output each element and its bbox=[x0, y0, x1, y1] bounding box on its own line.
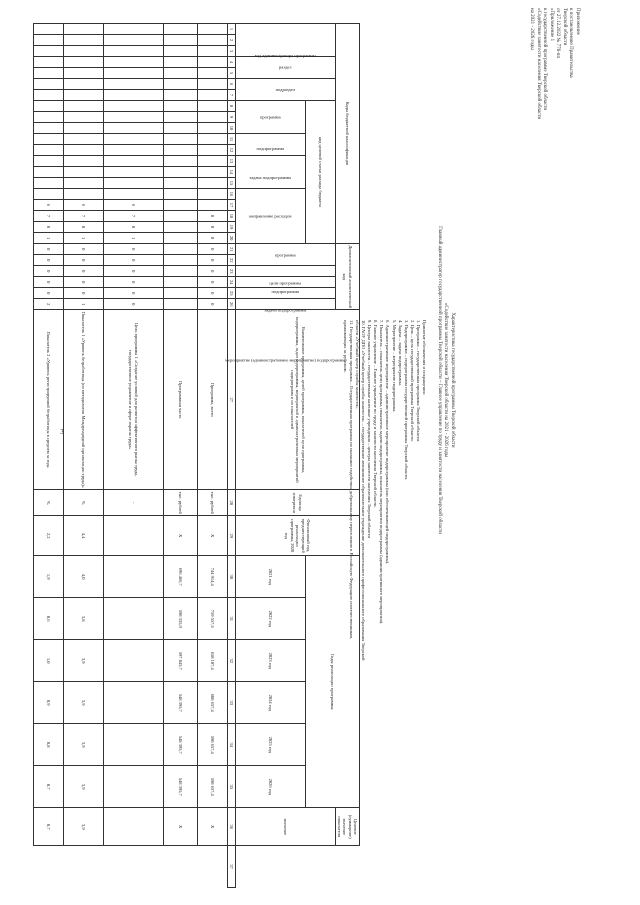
code-cell bbox=[64, 167, 104, 178]
header-year: 2021 год bbox=[236, 556, 306, 598]
header-podrazdel bbox=[236, 79, 336, 101]
code-cell bbox=[164, 123, 198, 134]
row-year-value: 1,9 bbox=[34, 556, 64, 598]
code-cell bbox=[34, 178, 64, 189]
title-line: «Содействие занятости населения Тверской области на 2021 - 2026 годы bbox=[443, 302, 449, 458]
code-cell: 0 bbox=[104, 222, 164, 233]
row-name: Программа, всего bbox=[198, 310, 228, 490]
code-cell bbox=[198, 156, 228, 167]
code-cell bbox=[164, 255, 198, 266]
code-cell bbox=[64, 145, 104, 156]
code-cell: 0 bbox=[198, 211, 228, 222]
code-cell: 6 bbox=[34, 200, 64, 211]
code-cell bbox=[198, 189, 228, 200]
code-cell bbox=[164, 189, 198, 200]
code-cell bbox=[34, 57, 64, 68]
table-row bbox=[34, 24, 64, 888]
column-number: 8 bbox=[228, 101, 236, 112]
column-number: 18 bbox=[228, 211, 236, 222]
code-cell bbox=[164, 90, 198, 101]
code-cell: 0 bbox=[104, 244, 164, 255]
document-title bbox=[436, 180, 456, 580]
note-line: Принятые обозначения и сокращения: bbox=[422, 320, 427, 395]
code-cell: 0 bbox=[34, 222, 64, 233]
code-cell: 0 bbox=[198, 299, 228, 310]
row-year-value: 0,8 bbox=[34, 724, 64, 766]
code-cell bbox=[64, 46, 104, 57]
header-razdel-text: раздел bbox=[279, 64, 292, 70]
row-name: Цель программы 1 «Создание условий для развития эффективного рынка труда, государственное управление в сфере охраны труда» bbox=[104, 310, 164, 490]
code-cell bbox=[104, 145, 164, 156]
code-cell bbox=[198, 68, 228, 79]
code-cell bbox=[198, 112, 228, 123]
code-cell bbox=[64, 68, 104, 79]
row-year-value: 3,9 bbox=[64, 724, 104, 766]
program-characteristics-table bbox=[33, 23, 360, 888]
code-cell bbox=[104, 90, 164, 101]
header-year: 2023 год bbox=[236, 640, 306, 682]
appendix-line: от 27.12.2022 № 776-пп bbox=[555, 8, 561, 59]
code-cell bbox=[164, 46, 198, 57]
row-unit: - bbox=[104, 490, 164, 516]
code-cell: 0 bbox=[64, 288, 104, 299]
code-cell: 0 bbox=[34, 266, 64, 277]
code-cell: 6 bbox=[64, 200, 104, 211]
code-cell: 0 bbox=[198, 244, 228, 255]
column-number-row bbox=[228, 24, 236, 888]
column-number: 10 bbox=[228, 123, 236, 134]
row-year-value: 548 395,7 bbox=[164, 766, 198, 808]
header-zadacha-text: задача подпрограммы bbox=[249, 175, 292, 181]
code-cell bbox=[164, 101, 198, 112]
code-cell bbox=[64, 35, 104, 46]
note-line: 2. Цель – цель государственной программы Тверской области. bbox=[409, 320, 415, 442]
header-year: 2026 год bbox=[236, 766, 306, 808]
header-year: 2024 год bbox=[236, 682, 306, 724]
note-line: 4. Задача – задача подпрограммы. bbox=[397, 320, 403, 386]
column-number: 33 bbox=[228, 682, 236, 724]
row-year-value: 598 335,9 bbox=[164, 598, 198, 640]
code-cell bbox=[34, 68, 64, 79]
column-number: 5 bbox=[228, 68, 236, 79]
code-cell bbox=[64, 189, 104, 200]
code-cell bbox=[164, 79, 198, 90]
code-cell bbox=[34, 101, 64, 112]
header-podprogramma-text: подпрограмма bbox=[256, 146, 285, 152]
note-line: 9. Центры занятости – государственные казенные учреждения – центры занятости населения Тверской области bbox=[367, 320, 373, 538]
column-number: 23 bbox=[228, 266, 236, 277]
row-name: Программная часть bbox=[164, 310, 198, 490]
row-target: X bbox=[164, 808, 198, 846]
code-cell bbox=[164, 233, 198, 244]
row-fin bbox=[104, 516, 164, 556]
column-number: 29 bbox=[228, 516, 236, 556]
header-an-meropriyatie-text: мероприятие (административное мероприятие) подпрограммы bbox=[225, 357, 346, 363]
code-cell bbox=[34, 46, 64, 57]
row-year-value: 4,0 bbox=[64, 556, 104, 598]
title-line: Характеристика государственной программы Тверской области bbox=[450, 312, 455, 448]
column-number: 12 bbox=[228, 145, 236, 156]
code-cell bbox=[164, 57, 198, 68]
code-cell bbox=[198, 134, 228, 145]
code-cell: 0 bbox=[104, 299, 164, 310]
code-cell: 0 bbox=[104, 288, 164, 299]
program-table-container bbox=[34, 23, 360, 888]
note-line: 10. ГАОУ ДПО «Учебный центр службы занятости» – государственное автономное образовательное учреждение дополнительного профессионального образования Тверской bbox=[361, 320, 367, 661]
code-cell bbox=[64, 134, 104, 145]
note-line: 1. Программа – государственная программа Тверской области. bbox=[415, 320, 421, 443]
note-line: 8. Главное управление – Главное управление по труду и занятости населения Тверской области. bbox=[373, 320, 379, 508]
header-target: Целевое (суммарное) значение показателя bbox=[336, 808, 360, 846]
code-cell bbox=[104, 35, 164, 46]
code-cell bbox=[64, 178, 104, 189]
column-number: 6 bbox=[228, 79, 236, 90]
code-cell: 0 bbox=[198, 222, 228, 233]
code-cell bbox=[64, 79, 104, 90]
table-row bbox=[198, 24, 228, 888]
header-napravlenie bbox=[236, 189, 306, 244]
code-cell bbox=[198, 24, 228, 35]
header-zadacha bbox=[236, 156, 306, 189]
column-number: 19 bbox=[228, 222, 236, 233]
table-row bbox=[104, 24, 164, 888]
header-budget-codes: Коды бюджетной классификации bbox=[336, 24, 360, 244]
code-cell bbox=[164, 288, 198, 299]
note-line: проживающих за рубежом. bbox=[342, 320, 348, 373]
code-cell: 0 bbox=[34, 244, 64, 255]
code-cell: 0 bbox=[64, 277, 104, 288]
code-cell bbox=[164, 178, 198, 189]
row-year-value bbox=[104, 556, 164, 598]
header-an-cel-text: цели программы bbox=[269, 280, 302, 286]
code-cell bbox=[34, 35, 64, 46]
header-podrazdel-text: подраздел bbox=[275, 86, 296, 92]
code-cell bbox=[34, 112, 64, 123]
code-cell: 7 bbox=[104, 211, 164, 222]
note-line: 5. Мероприятие – мероприятие подпрограммы. bbox=[391, 320, 397, 413]
code-cell: 1 bbox=[104, 233, 164, 244]
code-cell bbox=[198, 123, 228, 134]
header-razdel bbox=[236, 57, 336, 79]
column-number: 24 bbox=[228, 277, 236, 288]
code-cell bbox=[104, 68, 164, 79]
row-year-value: 608 657,4 bbox=[198, 682, 228, 724]
code-cell: 1 bbox=[64, 299, 104, 310]
code-cell bbox=[164, 277, 198, 288]
code-cell bbox=[198, 46, 228, 57]
column-number: 37 bbox=[228, 846, 236, 888]
appendix-line: «Содействие занятости населения Тверской области bbox=[536, 8, 541, 120]
header-an-cel bbox=[236, 266, 336, 286]
code-cell: 0 bbox=[64, 222, 104, 233]
title-line: Главный администратор государственной программы Тверской области – Главное управление по труду и занятости населения Тверской области bbox=[437, 226, 442, 534]
column-number: 28 bbox=[228, 490, 236, 516]
header-an-programma bbox=[236, 244, 336, 266]
code-cell bbox=[164, 145, 198, 156]
header-an-programma-text: программа bbox=[275, 252, 296, 258]
header-years-group: Годы реализации программы bbox=[306, 556, 360, 808]
column-number: 3 bbox=[228, 46, 236, 57]
row-year-value: 3,9 bbox=[64, 766, 104, 808]
code-cell bbox=[64, 57, 104, 68]
header-admin-code bbox=[236, 24, 336, 57]
code-cell bbox=[34, 189, 64, 200]
column-number: 2 bbox=[228, 35, 236, 46]
row-name: Показатель 1 «Уровень безработицы (по методологии Международной организации труда)» bbox=[64, 310, 104, 490]
code-cell bbox=[198, 57, 228, 68]
code-cell: 0 bbox=[198, 288, 228, 299]
row-year-value: 3,9 bbox=[64, 640, 104, 682]
code-cell: 0 bbox=[104, 255, 164, 266]
code-cell bbox=[64, 123, 104, 134]
row-year-value: 548 395,7 bbox=[164, 682, 198, 724]
row-year-value: 548 395,7 bbox=[164, 724, 198, 766]
row-year-value: 744 914,4 bbox=[198, 556, 228, 598]
column-number: 22 bbox=[228, 255, 236, 266]
column-number: 17 bbox=[228, 200, 236, 211]
code-cell bbox=[104, 156, 164, 167]
column-number: 4 bbox=[228, 57, 236, 68]
header-unit: Единица измерения bbox=[236, 490, 360, 516]
code-cell bbox=[164, 211, 198, 222]
code-cell bbox=[34, 145, 64, 156]
row-year-value: 0,6 bbox=[34, 598, 64, 640]
code-cell bbox=[34, 156, 64, 167]
header-analytic-code: Дополнительный аналитический код bbox=[336, 244, 360, 310]
code-cell: 0 bbox=[104, 266, 164, 277]
note-line: 3. Подпрограмма – подпрограмма государственной программы Тверской области. bbox=[403, 320, 409, 481]
column-number: 25 bbox=[228, 288, 236, 299]
code-cell bbox=[104, 24, 164, 35]
row-unit: тыс. рублей bbox=[198, 490, 228, 516]
code-cell bbox=[34, 123, 64, 134]
row-year-value: 696 466,7 bbox=[164, 556, 198, 598]
code-cell bbox=[34, 167, 64, 178]
code-cell bbox=[64, 90, 104, 101]
code-cell: 0 bbox=[64, 244, 104, 255]
column-number: 7 bbox=[228, 90, 236, 101]
row-year-value: 597 845,7 bbox=[164, 640, 198, 682]
row-year-value: 1,0 bbox=[34, 640, 64, 682]
column-number: 32 bbox=[228, 640, 236, 682]
note-line: 7. Показатель – показатель цели программы, показатель задачи подпрограммы, показатель мероприятия подпрограммы (административного мероприятия). bbox=[379, 320, 385, 625]
row-name: Показатель 2 «Уровень регистрируемой безработицы в среднем за год» bbox=[34, 310, 64, 490]
code-cell: 7 bbox=[64, 211, 104, 222]
code-cell bbox=[104, 134, 164, 145]
row-year-value: 658 107,4 bbox=[198, 640, 228, 682]
column-number: 9 bbox=[228, 112, 236, 123]
code-cell: 1 bbox=[64, 233, 104, 244]
code-cell bbox=[198, 145, 228, 156]
appendix-line: к государственной программе Тверской области bbox=[542, 8, 548, 111]
code-cell bbox=[198, 167, 228, 178]
note-line: 11. Государственная программа – Государственная программа по оказанию содействия добровольному переселению в Российскую Федерацию соотечественников, bbox=[348, 320, 354, 640]
column-number: 13 bbox=[228, 156, 236, 167]
row-fin: X bbox=[198, 516, 228, 556]
code-cell: 0 bbox=[198, 277, 228, 288]
code-cell: 0 bbox=[34, 277, 64, 288]
code-cell bbox=[34, 24, 64, 35]
header-name: Наименование программы, целей программы, показателей цели программы, подпрограммы, задач подпрограммы, мероприятий и административных мероприятий подпрограмм и их показателей bbox=[236, 310, 360, 490]
code-cell bbox=[198, 178, 228, 189]
code-cell bbox=[104, 178, 164, 189]
code-cell bbox=[104, 46, 164, 57]
column-number: 35 bbox=[228, 766, 236, 808]
code-cell: 0 bbox=[64, 266, 104, 277]
code-cell: 0 bbox=[198, 255, 228, 266]
code-cell: 2 bbox=[34, 299, 64, 310]
column-number: 30 bbox=[228, 556, 236, 598]
row-year-value bbox=[104, 598, 164, 640]
row-year-value bbox=[104, 766, 164, 808]
row-unit: % bbox=[64, 490, 104, 516]
row-year-value: 759 557,6 bbox=[198, 598, 228, 640]
row-unit: % bbox=[34, 490, 64, 516]
header-podprogramma bbox=[236, 134, 306, 156]
appendix-line: Приложение bbox=[575, 8, 580, 35]
header-an-podprogramma-text: подпрограмма bbox=[271, 289, 300, 295]
row-target: 3,9 bbox=[64, 808, 104, 846]
code-cell bbox=[164, 200, 198, 211]
header-admin-code-text: код администратора программы bbox=[254, 52, 317, 58]
code-cell bbox=[198, 79, 228, 90]
row-fin: 2,2 bbox=[34, 516, 64, 556]
code-cell: 0 bbox=[198, 233, 228, 244]
row-year-value: 3,8 bbox=[64, 598, 104, 640]
row-year-value: 598 657,4 bbox=[198, 724, 228, 766]
header-target-value: значение bbox=[236, 808, 336, 846]
code-cell bbox=[64, 112, 104, 123]
note-line: 6. Административное мероприятие – административное мероприятие подпрограммы (или обеспечивающей подпрограммы). bbox=[385, 320, 391, 565]
code-cell: 0 bbox=[104, 277, 164, 288]
header-row bbox=[336, 24, 360, 888]
header-programma bbox=[236, 101, 306, 134]
code-cell bbox=[34, 134, 64, 145]
code-cell bbox=[34, 90, 64, 101]
column-number: 27 bbox=[228, 310, 236, 490]
appendix-line: на 2021 - 2026 годы bbox=[529, 8, 535, 50]
row-year-value bbox=[104, 724, 164, 766]
column-number: 34 bbox=[228, 724, 236, 766]
code-cell bbox=[164, 24, 198, 35]
code-cell: 0 bbox=[34, 255, 64, 266]
code-cell bbox=[164, 167, 198, 178]
header-year: 2022 год bbox=[236, 598, 306, 640]
column-number: 31 bbox=[228, 598, 236, 640]
header-an-zadacha-text: задачи подпрограммы bbox=[264, 307, 307, 313]
code-cell bbox=[64, 156, 104, 167]
column-number: 11 bbox=[228, 134, 236, 145]
code-cell bbox=[34, 79, 64, 90]
header-programma-text: программа bbox=[260, 114, 281, 120]
row-year-value: 3,9 bbox=[64, 682, 104, 724]
code-cell: 7 bbox=[34, 211, 64, 222]
column-number: 20 bbox=[228, 233, 236, 244]
appendix-line: Тверской области bbox=[562, 8, 567, 46]
code-cell bbox=[164, 266, 198, 277]
note-line: области «Учебный центр службы занятости». bbox=[354, 320, 360, 410]
column-number: 26 bbox=[228, 299, 236, 310]
code-cell bbox=[198, 200, 228, 211]
header-fin-year: Финансовый год, предшествующий реализации программы, 2020 год bbox=[236, 516, 360, 556]
row-year-value: 0,9 bbox=[34, 682, 64, 724]
code-cell bbox=[198, 35, 228, 46]
row-fin: X bbox=[164, 516, 198, 556]
appendix-line: «Приложение 1 bbox=[549, 8, 554, 42]
header-napravlenie-text: направление расходов bbox=[249, 213, 292, 219]
code-cell bbox=[104, 123, 164, 134]
code-cell bbox=[104, 112, 164, 123]
header-target-article: код целевой статьи расхода бюджета bbox=[306, 101, 336, 244]
code-cell bbox=[104, 189, 164, 200]
code-cell bbox=[104, 167, 164, 178]
column-number: 14 bbox=[228, 167, 236, 178]
column-number: 21 bbox=[228, 244, 236, 255]
code-cell bbox=[164, 156, 198, 167]
row-year-value: 0,7 bbox=[34, 766, 64, 808]
row-year-value: 598 657,4 bbox=[198, 766, 228, 808]
table-row bbox=[164, 24, 198, 888]
code-cell bbox=[164, 222, 198, 233]
column-number: 1 bbox=[228, 24, 236, 35]
code-cell bbox=[198, 101, 228, 112]
row-target bbox=[104, 808, 164, 846]
header-year: 2025 год bbox=[236, 724, 306, 766]
code-cell bbox=[164, 68, 198, 79]
code-cell: 0 bbox=[34, 288, 64, 299]
code-cell bbox=[164, 35, 198, 46]
code-cell: 6 bbox=[104, 200, 164, 211]
row-year-value bbox=[104, 682, 164, 724]
column-number: 36 bbox=[228, 808, 236, 846]
row-fin: 4,4 bbox=[64, 516, 104, 556]
row-unit: тыс. рублей bbox=[164, 490, 198, 516]
code-cell bbox=[198, 90, 228, 101]
code-cell bbox=[104, 79, 164, 90]
code-cell: 0 bbox=[198, 266, 228, 277]
page-number: 3 bbox=[60, 428, 64, 436]
code-cell bbox=[164, 134, 198, 145]
column-number: 16 bbox=[228, 189, 236, 200]
row-target: 0,7 bbox=[34, 808, 64, 846]
code-cell bbox=[104, 57, 164, 68]
code-cell bbox=[64, 101, 104, 112]
column-number: 15 bbox=[228, 178, 236, 189]
code-cell bbox=[164, 112, 198, 123]
row-year-value bbox=[104, 640, 164, 682]
code-cell bbox=[164, 299, 198, 310]
code-cell bbox=[104, 101, 164, 112]
code-cell: 1 bbox=[34, 233, 64, 244]
table-row bbox=[64, 24, 104, 888]
appendix-header bbox=[528, 8, 580, 258]
row-target: X bbox=[198, 808, 228, 846]
appendix-line: к постановлению Правительства bbox=[568, 8, 574, 78]
code-cell bbox=[164, 244, 198, 255]
code-cell: 0 bbox=[64, 255, 104, 266]
code-cell bbox=[64, 24, 104, 35]
